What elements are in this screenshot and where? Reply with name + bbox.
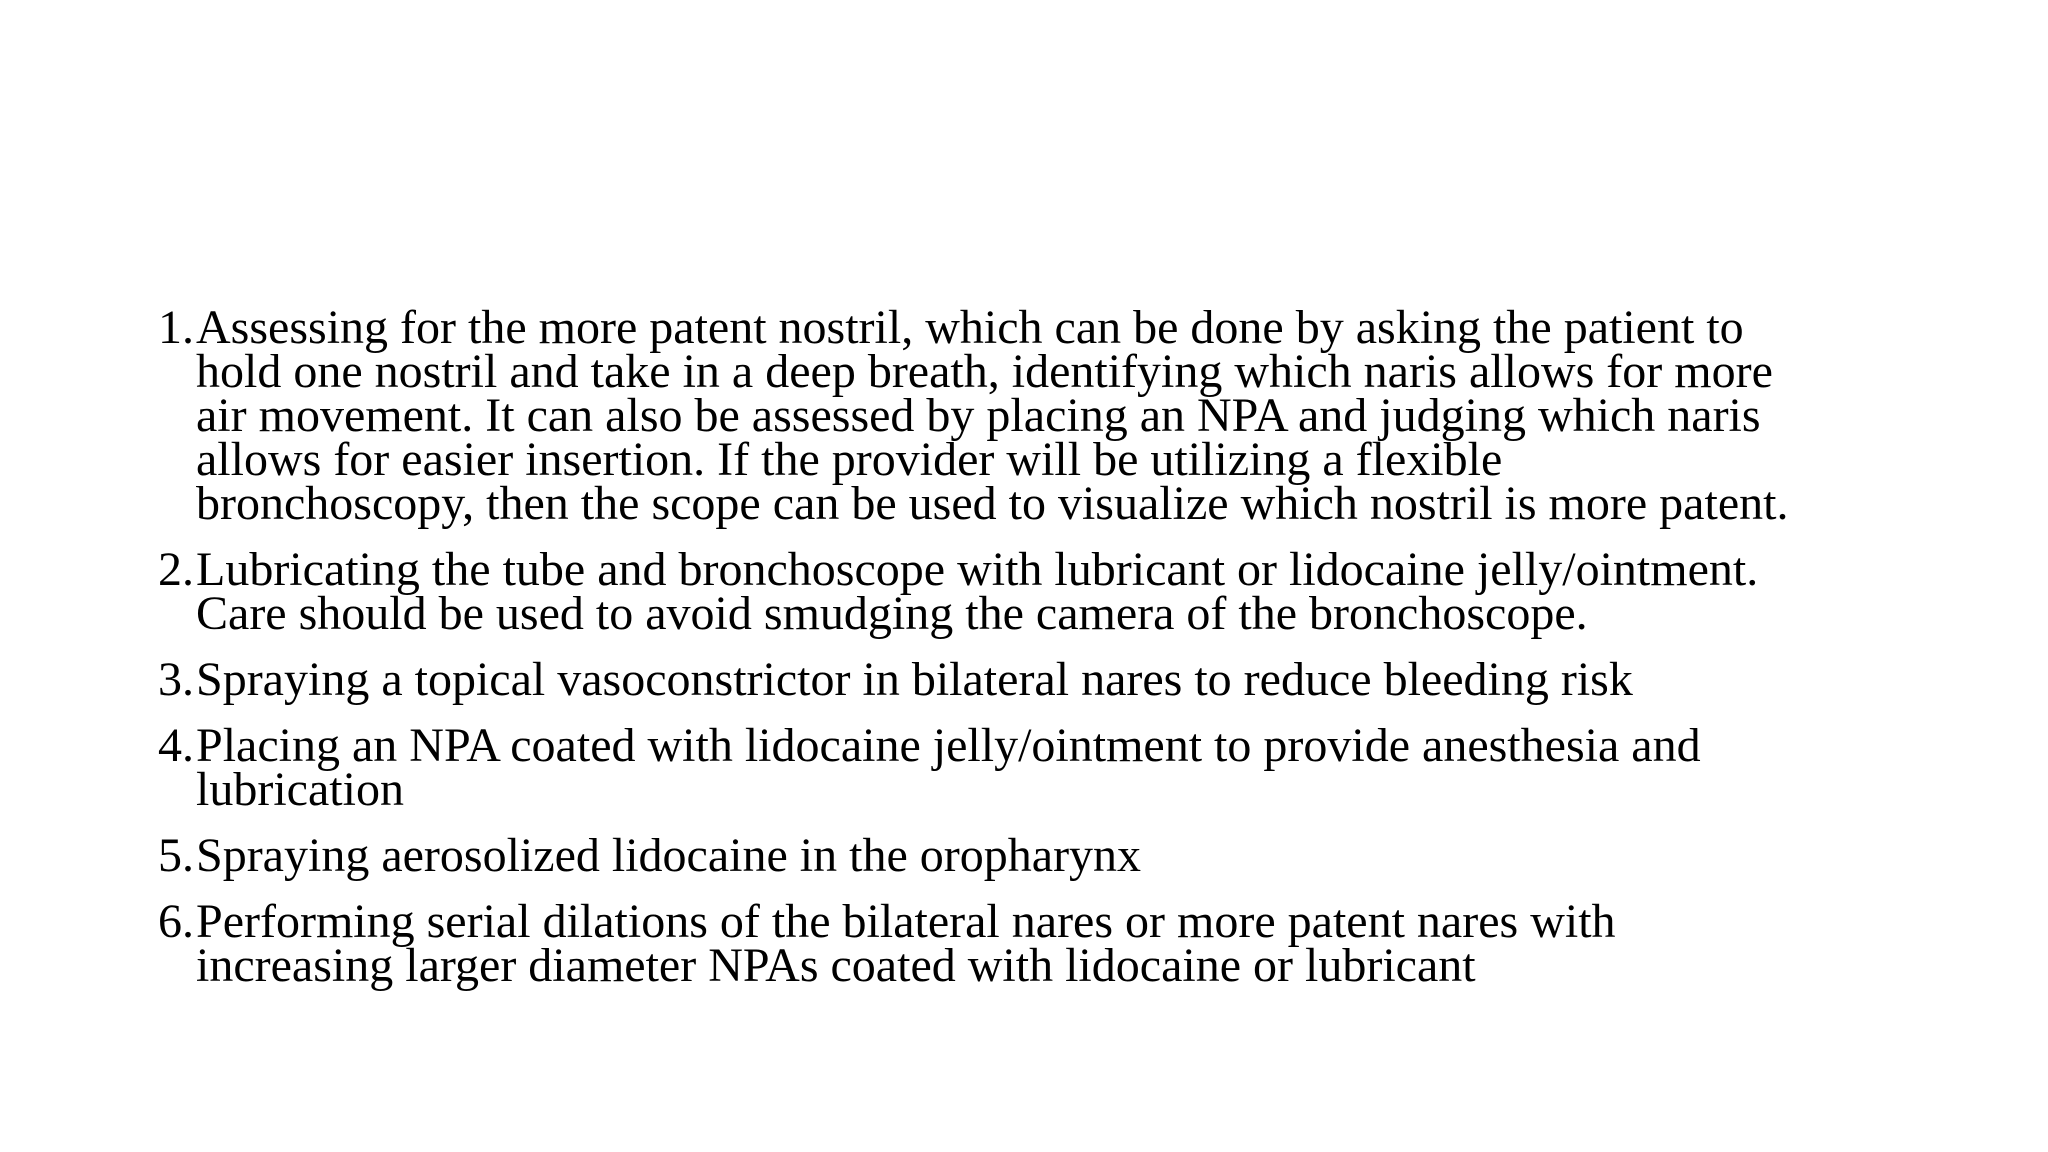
- list-item: [158, 829, 1918, 882]
- numbered-step-list: [158, 301, 1918, 1010]
- step-number: 4.: [158, 719, 194, 772]
- step-text-line: Assessing for the more patent nostril, which can be done by asking the patient to: [196, 301, 1744, 354]
- step-number: 1.: [158, 301, 194, 354]
- list-item: [158, 653, 1918, 706]
- step-text-line: Care should be used to avoid smudging the camera of the bronchoscope.: [196, 587, 1588, 640]
- step-text: [196, 543, 1918, 640]
- list-item: [158, 301, 1918, 530]
- step-text-line: hold one nostril and take in a deep breath, identifying which naris allows for more: [196, 345, 1773, 398]
- step-text-line: Placing an NPA coated with lidocaine jelly/ointment to provide anesthesia and: [196, 719, 1701, 772]
- list-item: [158, 895, 1918, 992]
- step-text-line: bronchoscopy, then the scope can be used to visualize which nostril is more patent.: [196, 477, 1789, 530]
- step-text-line: Performing serial dilations of the bilateral nares or more patent nares with: [196, 895, 1616, 948]
- step-text-line: Spraying aerosolized lidocaine in the oropharynx: [196, 829, 1142, 882]
- step-text-line: Lubricating the tube and bronchoscope with lubricant or lidocaine jelly/ointment.: [196, 543, 1759, 596]
- step-text-line: allows for easier insertion. If the provider will be utilizing a flexible: [196, 433, 1503, 486]
- step-text-line: lubrication: [196, 763, 404, 816]
- step-number: 3.: [158, 653, 194, 706]
- step-text-line: air movement. It can also be assessed by placing an NPA and judging which naris: [196, 389, 1761, 442]
- step-text: [196, 719, 1918, 816]
- step-number: 5.: [158, 829, 194, 882]
- step-text-line: Spraying a topical vasoconstrictor in bilateral nares to reduce bleeding risk: [196, 653, 1633, 706]
- step-text: [196, 301, 1918, 530]
- step-number: 6.: [158, 895, 194, 948]
- step-text: [196, 653, 1918, 706]
- list-item: [158, 719, 1918, 816]
- step-text: [196, 895, 1918, 992]
- step-text: [196, 829, 1918, 882]
- step-number: 2.: [158, 543, 194, 596]
- step-text-line: increasing larger diameter NPAs coated with lidocaine or lubricant: [196, 939, 1476, 992]
- list-item: [158, 543, 1918, 640]
